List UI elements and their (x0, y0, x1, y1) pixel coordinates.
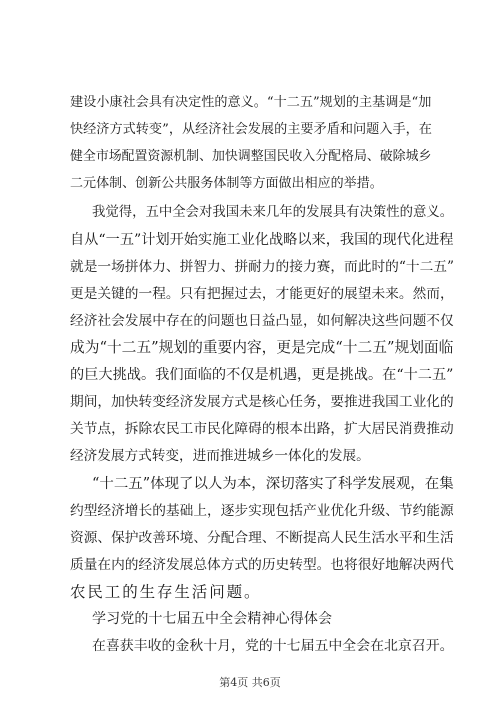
text-line-21: 在喜获丰收的金秋十月，党的十七届五中全会在北京召开。 (92, 638, 454, 654)
text-line-8: 更是关键的一程。只有把握过去，才能更好的展望未来。然而， (70, 286, 454, 302)
text-line-13: 关节点，拆除农民工市民化障碍的根本出路，扩大居民消费推动 (70, 421, 454, 437)
text-line-16: 约型经济增长的基础上，逐步实现包括产业优化升级、节约能源 (70, 503, 454, 519)
text-line-6: 自从“一五”计划开始实施工业化战略以来，我国的现代化进程 (70, 232, 454, 248)
page-footer: 第4页 共6页 (219, 676, 281, 689)
text-line-11: 的巨大挑战。我们面临的不仅是机遇，更是挑战。在“十二五” (70, 367, 454, 383)
text-line-20: 学习党的十七届五中全会精神心得体会 (92, 611, 333, 627)
text-line-5: 我觉得，五中全会对我国未来几年的发展具有决策性的意义。 (92, 205, 454, 220)
text-line-9: 经济社会发展中存在的问题也日益凸显，如何解决这些问题不仅 (70, 313, 454, 329)
text-line-18: 质量在内的经济发展总体方式的历史转型。也将很好地解决两代 (70, 557, 454, 573)
text-line-2: 快经济方式转变”，从经济社会发展的主要矛盾和问题入手，在 (70, 122, 432, 137)
text-line-3: 健全市场配置资源机制、加快调整国民收入分配格局、破除城乡 (70, 149, 432, 164)
text-line-4: 二元体制、创新公共服务体制等方面做出相应的举措。 (70, 176, 383, 191)
text-line-14: 经济发展方式转变，进而推进城乡一体化的发展。 (70, 448, 370, 464)
text-line-10: 成为“十二五”规划的重要内容，更是完成“十二五”规划面临 (70, 339, 454, 356)
text-line-17: 资源、保护改善环境、分配合理、不断提高人民生活水平和生活 (70, 530, 454, 546)
text-line-12: 期间，加快转变经济发展方式是核心任务，要推进我国工业化的 (70, 394, 454, 410)
text-line-1: 建设小康社会具有决定性的意义。“十二五”规划的主基调是“加 (70, 95, 432, 110)
text-line-7: 就是一场拼体力、拼智力、拼耐力的接力赛，而此时的“十二五” (70, 259, 454, 275)
text-line-19: 农民工的生存生活问题。 (70, 583, 262, 601)
text-line-15: “十二五”体现了以人为本，深切落实了科学发展观，在集 (92, 476, 454, 492)
